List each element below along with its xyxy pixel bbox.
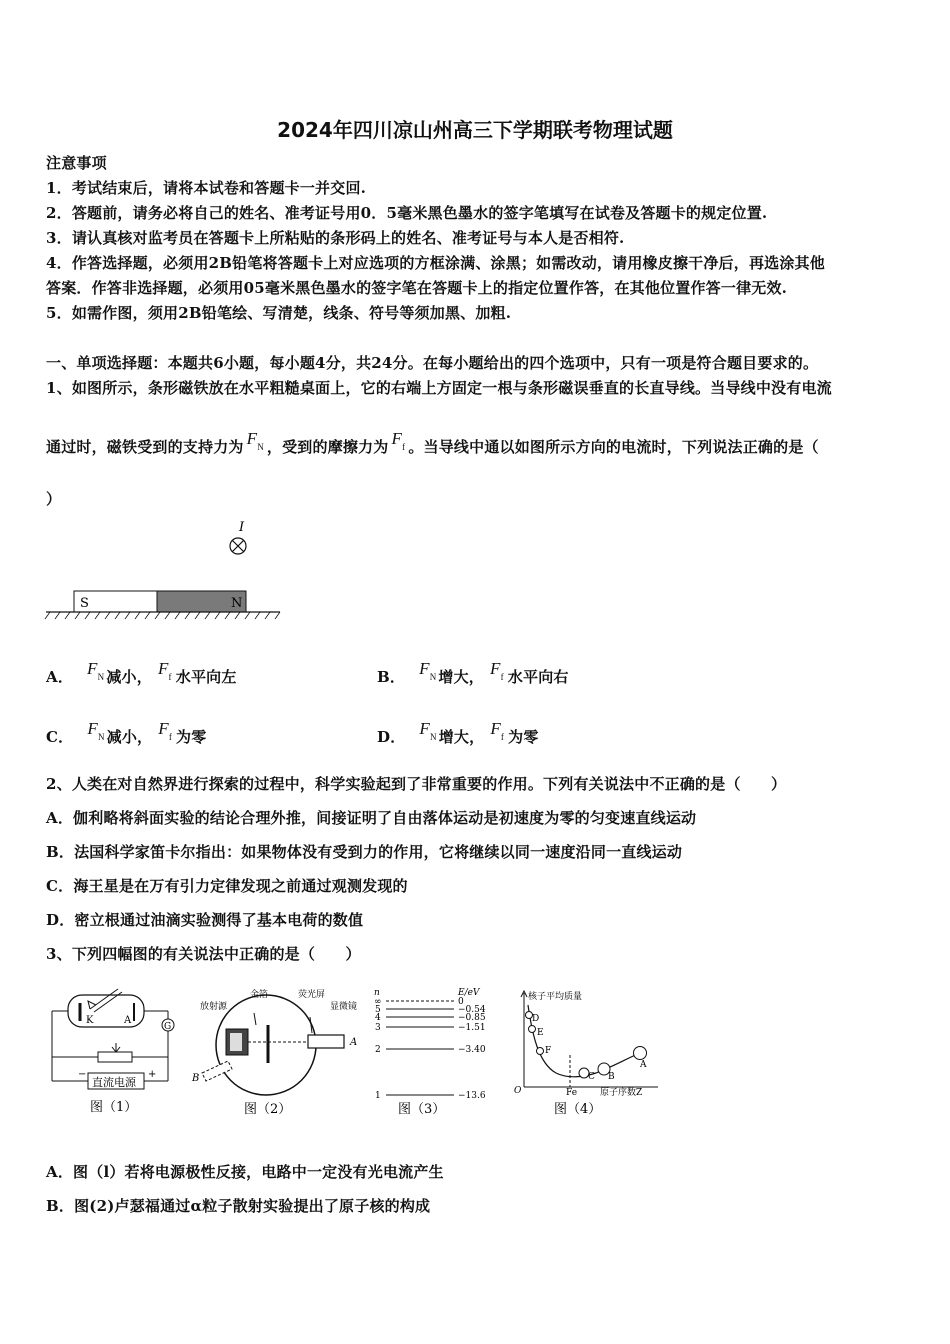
svg-text:∞: ∞ — [374, 997, 382, 1007]
q1-stem-line2 — [46, 429, 819, 458]
svg-text:E: E — [537, 1028, 544, 1038]
rheostat — [98, 1052, 132, 1062]
svg-text:A: A — [350, 1037, 358, 1048]
q1-figure — [40, 515, 320, 625]
microscope-tube — [308, 1035, 344, 1048]
svg-text:C: C — [588, 1072, 595, 1082]
svg-text:A: A — [640, 1060, 647, 1070]
svg-text:金箔: 金箔 — [250, 990, 269, 1000]
table-hatch — [45, 612, 280, 619]
svg-text:D: D — [532, 1014, 540, 1024]
svg-text:−: − — [78, 1069, 87, 1080]
q1-option-d[interactable]: D． $F_N$ 增大， $F_f$ 为零 — [377, 719, 539, 746]
svg-text:n: n — [374, 988, 380, 998]
fn-symbol: $F_N$ — [246, 429, 264, 453]
page-title: 2024年四川凉山州高三下学期联考物理试题 — [277, 118, 673, 142]
notice-item: 5．如需作图，须用2B铅笔绘、写清楚，线条、符号等须加黑、加粗. — [46, 304, 512, 322]
svg-text:1: 1 — [375, 1091, 381, 1101]
svg-text:4: 4 — [375, 1013, 381, 1023]
svg-text:原子序数Z: 原子序数Z — [600, 1088, 643, 1098]
q3-figure-1 — [44, 985, 184, 1115]
svg-text:−3.40: −3.40 — [458, 1045, 486, 1055]
dc-source-label: 直流电源 — [92, 1076, 136, 1089]
fig1-caption: 图（1） — [90, 1100, 138, 1115]
q1-option-b[interactable]: B． $F_N$ 增大， $F_f$ 水平向右 — [377, 659, 569, 686]
q3-figure-2 — [192, 983, 367, 1118]
svg-text:F: F — [545, 1046, 552, 1056]
svg-text:A: A — [124, 1015, 132, 1026]
q3-stem: 3、下列四幅图的有关说法中正确的是（ ） — [46, 945, 361, 963]
notice-item: 2．答题前，请务必将自己的姓名、准考证号用0．5毫米黑色墨水的签字笔填写在试卷及答题卡的规定位置. — [46, 204, 768, 222]
svg-text:E/eV: E/eV — [458, 988, 480, 998]
notice-item: 4．作答选择题，必须用2B铅笔将答题卡上对应选项的方框涂满、涂黑；如需改动，请用橡皮擦干净后，再选涂其他 — [46, 254, 825, 272]
svg-text:显微镜: 显微镜 — [330, 1002, 358, 1012]
svg-text:荧光屏: 荧光屏 — [298, 990, 326, 1000]
fig2-caption: 图（2） — [244, 1102, 292, 1117]
q2-stem: 2、人类在对自然界进行探索的过程中，科学实验起到了非常重要的作用。下列有关说法中不正确的是（ ） — [46, 775, 787, 793]
ff-symbol: $F_f$ — [391, 429, 406, 453]
section-heading: 一、单项选择题：本题共6小题，每小题4分，共24分。在每小题给出的四个选项中，只有一项是符合题目要求的。 — [46, 354, 819, 372]
q2-option-b[interactable]: B．法国科学家笛卡尔指出：如果物体没有受到力的作用，它将继续以同一速度沿同一直线运动 — [46, 843, 683, 861]
svg-text:−0.85: −0.85 — [458, 1013, 486, 1023]
q1-text: 。当导线中通以如图所示方向的电流时，下列说法正确的是（ — [408, 438, 819, 456]
svg-text:Fe: Fe — [566, 1088, 578, 1098]
notice-heading: 注意事项 — [46, 154, 107, 172]
q1-option-c[interactable]: C． $F_N$ 减小， $F_f$ 为零 — [46, 719, 207, 746]
notice-item: 答案．作答非选择题，必须用05毫米黑色墨水的签字笔在答题卡上的指定位置作答，在其他位置作答一律无效. — [46, 279, 788, 297]
q3-figure-3 — [370, 983, 500, 1118]
q1-stem-line1: 1、如图所示，条形磁铁放在水平粗糙桌面上，它的右端上方固定一根与条形磁误垂直的长直导线。当导线中没有电流 — [46, 379, 832, 397]
fig3-caption: 图（3） — [398, 1102, 446, 1117]
svg-text:+: + — [148, 1069, 157, 1080]
q2-option-a[interactable]: A．伽利略将斜面实验的结论合理外推，间接证明了自由落体运动是初速度为零的匀变速直线运动 — [46, 809, 697, 827]
q1-stem-line3: ） — [46, 490, 62, 508]
binding-curve — [528, 1005, 640, 1077]
q3-figure-4 — [508, 983, 658, 1118]
notice-item: 1．考试结束后，请将本试卷和答题卡一并交回. — [46, 179, 367, 197]
q3-option-b[interactable]: B．图(2)卢瑟福通过α粒子散射实验提出了原子核的构成 — [46, 1197, 431, 1215]
svg-text:核子平均质量: 核子平均质量 — [528, 992, 583, 1002]
svg-text:放射源: 放射源 — [200, 1002, 228, 1012]
svg-text:0: 0 — [458, 997, 464, 1007]
notice-item: 3．请认真核对监考员在答题卡上所粘贴的条形码上的姓名、准考证号与本人是否相符. — [46, 229, 625, 247]
svg-text:2: 2 — [375, 1045, 381, 1055]
q2-option-d[interactable]: D．密立根通过油滴实验测得了基本电荷的数值 — [46, 911, 364, 929]
svg-text:B: B — [192, 1073, 200, 1084]
svg-text:O: O — [514, 1086, 522, 1096]
current-label: I — [239, 520, 245, 535]
fig4-caption: 图（4） — [554, 1102, 602, 1117]
pole-n-label: N — [231, 596, 243, 611]
svg-text:K: K — [86, 1015, 94, 1026]
svg-text:5: 5 — [375, 1005, 381, 1015]
q1-text: 通过时，磁铁受到的支持力为 — [46, 438, 244, 456]
svg-text:−13.6: −13.6 — [458, 1091, 486, 1101]
svg-text:−0.54: −0.54 — [458, 1005, 486, 1015]
q3-option-a[interactable]: A．图（l）若将电源极性反接，电路中一定没有光电流产生 — [46, 1163, 444, 1181]
svg-text:G: G — [164, 1022, 172, 1032]
q1-option-a[interactable]: A． $F_N$ 减小， $F_f$ 水平向左 — [46, 659, 237, 686]
q2-option-c[interactable]: C．海王星是在万有引力定律发现之前通过观测发现的 — [46, 877, 408, 895]
svg-text:3: 3 — [375, 1023, 381, 1033]
q1-text: ，受到的摩擦力为 — [266, 438, 389, 456]
svg-text:−1.51: −1.51 — [458, 1023, 486, 1033]
svg-text:B: B — [608, 1072, 615, 1082]
pole-s-label: S — [80, 596, 89, 611]
